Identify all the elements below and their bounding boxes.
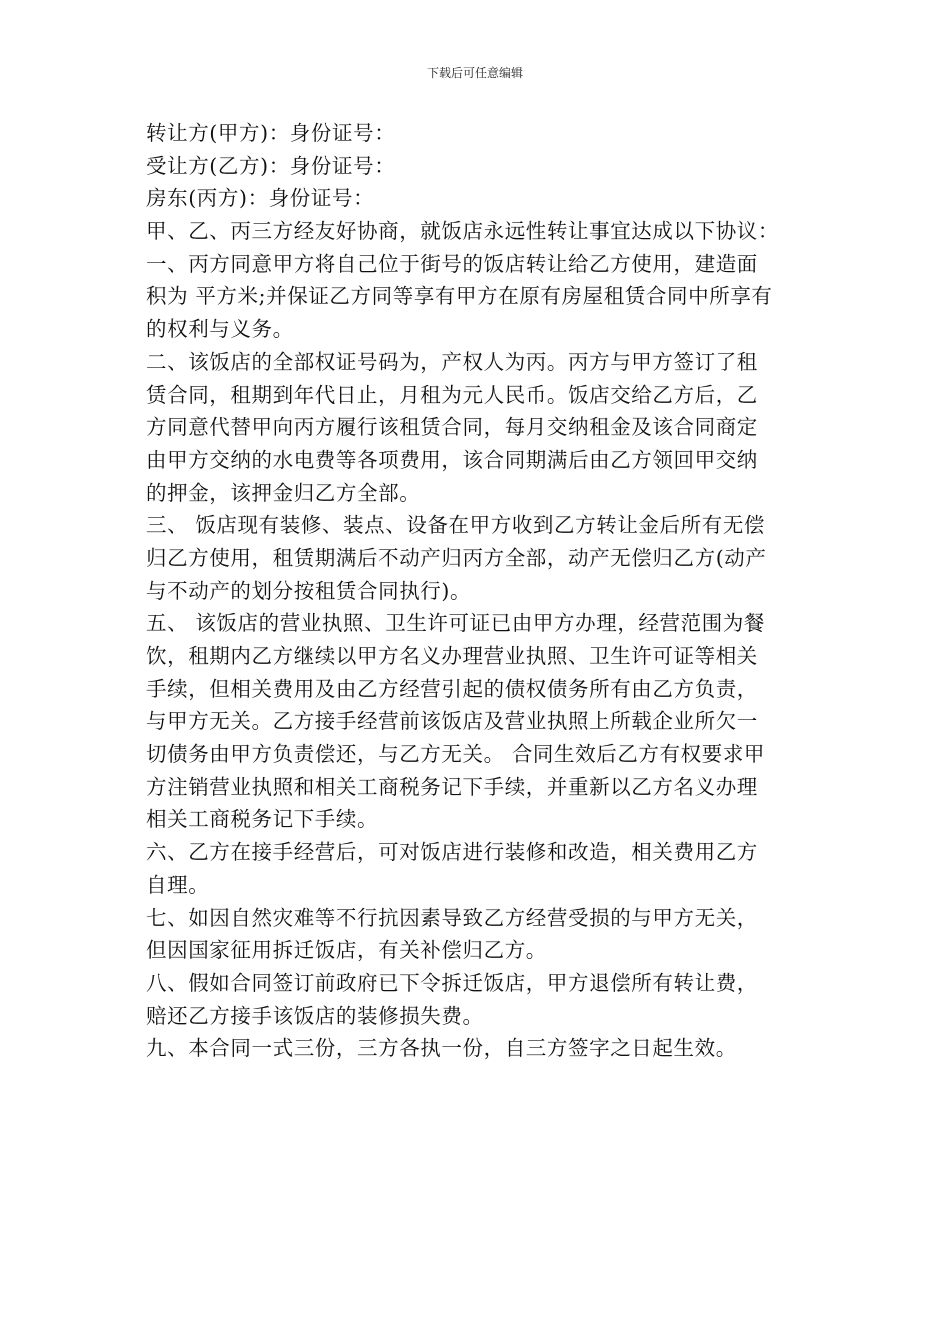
clause-1-line: 积为 平方米;并保证乙方同等享有甲方在原有房屋租赁合同中所享有: [146, 284, 773, 309]
clause-5-line: 相关工商税务记下手续。: [146, 807, 379, 832]
clause-3-line: 三、 饭店现有装修、装点、设备在甲方收到乙方转让金后所有无偿: [146, 513, 766, 538]
clause-9-line: 九、本合同一式三份，三方各执一份，自三方签字之日起生效。: [146, 1036, 737, 1061]
clause-8-line: 赔还乙方接手该饭店的装修损失费。: [146, 1003, 484, 1028]
party-b-line: 受让方(乙方)：身份证号：: [146, 153, 396, 178]
document-body: [146, 117, 806, 1065]
clause-2-line: 方同意代替甲向丙方履行该租赁合同，每月交纳租金及该合同商定: [146, 415, 758, 440]
party-a-line: 转让方(甲方)：身份证号：: [146, 121, 396, 145]
clause-5-line: 五、 该饭店的营业执照、卫生许可证已由甲方办理，经营范围为餐: [146, 611, 766, 636]
clause-5-line: 方注销营业执照和相关工商税务记下手续，并重新以乙方名义办理: [146, 774, 758, 799]
clause-5-line: 饮，租期内乙方继续以甲方名义办理营业执照、卫生许可证等相关: [146, 644, 758, 668]
clause-2-line: 二、该饭店的全部权证号码为，产权人为丙。丙方与甲方签订了租: [146, 349, 758, 374]
clause-5-line: 与甲方无关。乙方接手经营前该饭店及营业执照上所载企业所欠一: [146, 709, 758, 734]
clause-2-line: 的押金，该押金归乙方全部。: [146, 480, 421, 505]
clause-5-line: 手续，但相关费用及由乙方经营引起的债权债务所有由乙方负责，: [146, 676, 758, 701]
clause-3-line: 与不动产的划分按租赁合同执行)。: [146, 578, 472, 603]
clause-1-line: 的权利与义务。: [146, 317, 294, 342]
clause-7-line: 七、如因自然灾难等不行抗因素导致乙方经营受损的与甲方无关，: [146, 905, 758, 930]
party-c-line: 房东(丙方)：身份证号：: [146, 186, 375, 211]
clause-3-line: 归乙方使用，租赁期满后不动产归丙方全部，动产无偿归乙方(动产: [146, 545, 767, 570]
clause-8-line: 八、假如合同签订前政府已下令拆迁饭店，甲方退偿所有转让费，: [146, 970, 758, 995]
clause-2-line: 由甲方交纳的水电费等各项费用，该合同期满后由乙方领回甲交纳: [146, 447, 758, 472]
clause-6-line: 六、乙方在接手经营后，可对饭店进行装修和改造，相关费用乙方: [146, 840, 758, 865]
clause-2-line: 赁合同，租期到年代日止，月租为元人民币。饭店交给乙方后，乙: [146, 382, 758, 407]
clause-1-line: 一、丙方同意甲方将自己位于街号的饭店转让给乙方使用，建造面: [146, 251, 758, 276]
clause-7-line: 但因国家征用拆迁饭店，有关补偿归乙方。: [146, 938, 547, 963]
clause-5-line: 切债务由甲方负责偿还，与乙方无关。 合同生效后乙方有权要求甲: [146, 742, 766, 767]
page-header: 下载后可任意编辑: [426, 66, 523, 80]
clause-6-line: 自理。: [146, 872, 210, 897]
preamble-line: 甲、乙、丙三方经友好协商，就饭店永远性转让事宜达成以下协议：: [146, 219, 779, 244]
